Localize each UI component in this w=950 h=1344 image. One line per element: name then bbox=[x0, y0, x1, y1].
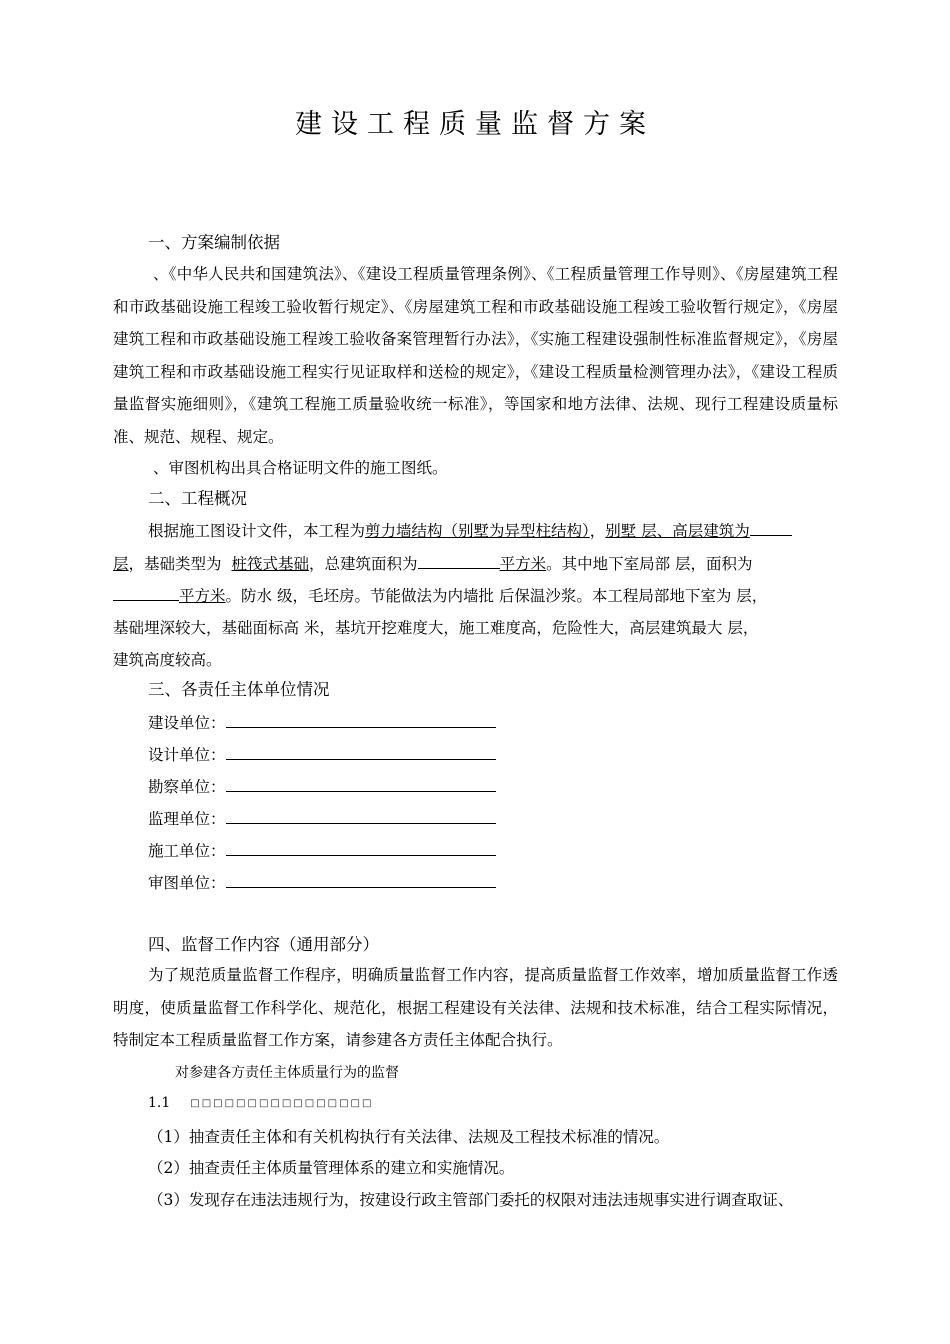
section-1-paragraph-2: 、审图机构出具合格证明文件的施工图纸。 bbox=[153, 459, 448, 477]
section-1-heading: 一、方案编制依据 bbox=[148, 233, 280, 252]
basement-area-unit: 平方米 bbox=[179, 587, 226, 605]
total-area-unit: 平方米 bbox=[499, 555, 547, 573]
clause-1-1 bbox=[148, 1095, 373, 1111]
structure-type: 剪力墙结构（别墅为异型柱结构） bbox=[365, 522, 590, 540]
supervision-unit-field bbox=[226, 808, 496, 824]
design-unit-field bbox=[226, 744, 496, 760]
unit-row-review: 审图单位： bbox=[148, 871, 496, 893]
overview-line-1: 根据施工图设计文件，本工程为剪力墙结构（别墅为异型柱结构），别墅 层、高层建筑为 bbox=[148, 518, 792, 541]
clause-number: 1.1 bbox=[148, 1095, 171, 1111]
list-item-3: （3）发现存在违法违规行为，按建设行政主管部门委托的权限对违法违规事实进行调查取证、 bbox=[148, 1191, 794, 1209]
review-unit-field bbox=[226, 872, 496, 888]
total-area-blank bbox=[418, 551, 500, 569]
survey-unit-field bbox=[226, 776, 496, 792]
section-2-heading: 二、工程概况 bbox=[148, 489, 247, 508]
overview-line-5: 建筑高度较高。 bbox=[113, 651, 222, 669]
unit-row-design: 设计单位： bbox=[148, 743, 496, 765]
unit-row-contractor: 施工单位： bbox=[148, 839, 496, 861]
high-rise-floors-blank bbox=[750, 518, 792, 536]
section-4-heading: 四、监督工作内容（通用部分） bbox=[148, 935, 379, 954]
subsection-heading: 对参建各方责任主体质量行为的监督 bbox=[175, 1065, 399, 1081]
document-title: 建设工程质量监督方案 bbox=[295, 109, 655, 140]
section-4-paragraph: 为了规范质量监督工作程序，明确质量监督工作内容，提高质量监督工作效率，增加质量监督工作透明度，使质量监督工作科学化、规范化，根据工程建设有关法律、法规和技术标准，结合工程实际情况，特制定本工程质量监督工作方案，请参建各方责任主体配合执行。 bbox=[113, 966, 838, 1049]
villa-floors: 别墅 层、高层建筑为 bbox=[605, 522, 750, 540]
unit-row-construction: 建设单位： bbox=[148, 711, 496, 733]
section-3-heading: 三、各责任主体单位情况 bbox=[148, 680, 330, 699]
unit-row-survey: 勘察单位： bbox=[148, 775, 496, 797]
foundation-type: 桩筏式基础 bbox=[231, 555, 310, 573]
overview-line-2: 层，基础类型为 桩筏式基础，总建筑面积为 平方米。其中地下室局部 层，面积为 bbox=[113, 551, 753, 574]
section-1-paragraph: 、《中华人民共和国建筑法》、《建设工程质量管理条例》、《工程质量管理工作导则》、《房屋建筑工程和市政基础设施工程竣工验收暂行规定》、《房屋建筑工程和市政基础设施工程竣工验收暂行规定》，《房屋建筑工程和市政基础设施工程竣工验收备案管理暂行办法》，《实施工程建设强制性标准监督规定》，《房屋建筑工程和市政基础设施工程实行见证取样和送检的规定》，《建设工程质量检测管理办法》，《建设工程质量监督实施细则》，《建筑工程施工质量验收统一标准》，等国家和地方法律、法规、现行工程建设质量标准、规范、规程、规定。 bbox=[113, 265, 838, 446]
overview-line-4: 基础埋深较大，基础面标高 米，基坑开挖难度大，施工难度高，危险性大，高层建筑最大 层， bbox=[113, 619, 759, 637]
clause-title-placeholder: □□□□□□□□□□□□□□□□ bbox=[190, 1097, 374, 1109]
list-item-1: （1）抽查责任主体和有关机构执行有关法律、法规及工程技术标准的情况。 bbox=[148, 1128, 670, 1146]
list-item-2: （2）抽查责任主体质量管理体系的建立和实施情况。 bbox=[148, 1159, 515, 1177]
overview-line-3: 平方米。防水 级，毛坯房。节能做法为内墙批 后保温沙浆。本工程局部地下室为 层， bbox=[113, 583, 767, 606]
unit-row-supervision: 监理单位： bbox=[148, 807, 496, 829]
basement-area-blank bbox=[113, 583, 179, 601]
contractor-unit-field bbox=[226, 840, 496, 856]
construction-unit-field bbox=[226, 712, 496, 728]
